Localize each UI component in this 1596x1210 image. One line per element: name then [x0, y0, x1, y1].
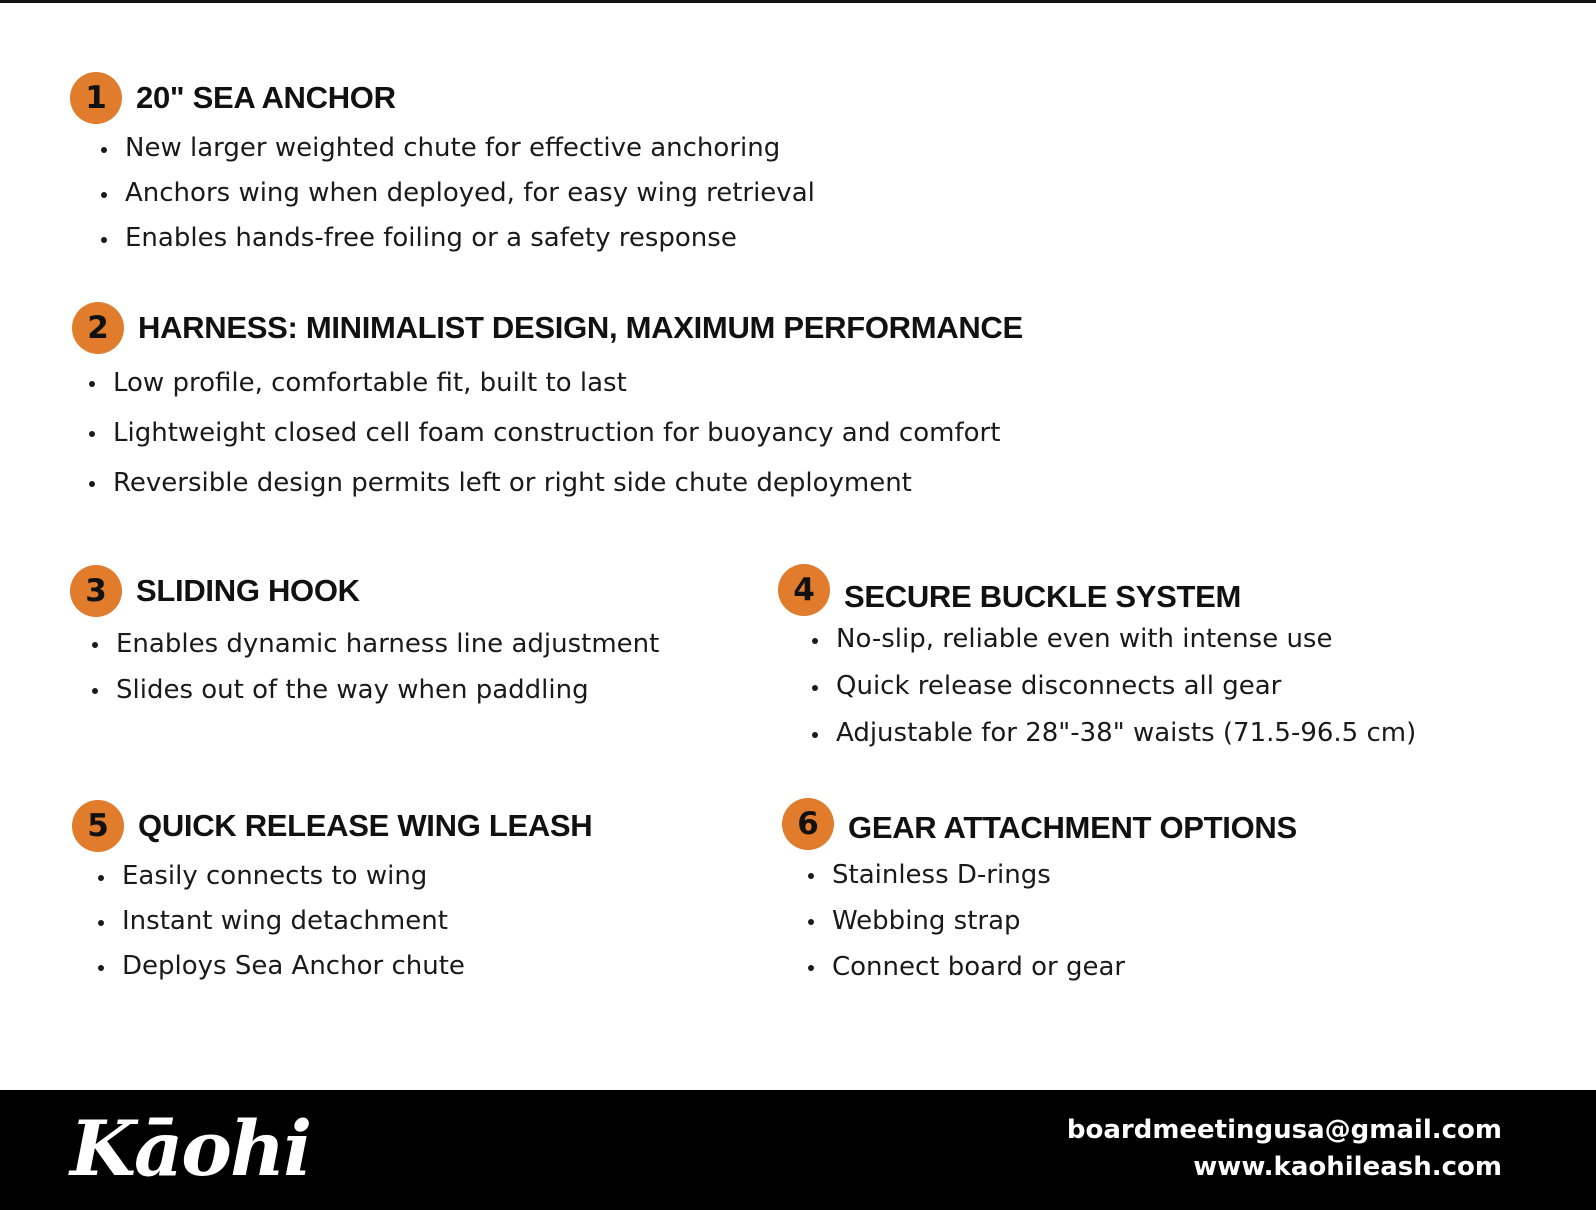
section-buckle-system	[778, 564, 1416, 757]
section-title: 20" SEA ANCHOR	[136, 80, 396, 115]
bullet-item: Adjustable for 28"-38" waists (71.5-96.5 cm)	[778, 710, 1416, 757]
section-number-badge: 4	[778, 564, 830, 616]
bullet-item: Reversible design permits left or right side chute deployment	[72, 458, 1023, 508]
section-title: SLIDING HOOK	[136, 573, 360, 608]
bullet-item: Stainless D-rings	[782, 852, 1297, 898]
bullet-item: New larger weighted chute for effective anchoring	[70, 126, 815, 171]
bullet-item: No-slip, reliable even with intense use	[778, 616, 1416, 663]
bullet-item: Enables hands-free foiling or a safety response	[70, 216, 815, 261]
bullet-item: Low profile, comfortable fit, built to last	[72, 358, 1023, 408]
bullet-item: Easily connects to wing	[72, 854, 592, 899]
bullet-item: Webbing strap	[782, 898, 1297, 944]
section-title: SECURE BUCKLE SYSTEM	[844, 579, 1242, 614]
section-wing-leash	[72, 800, 592, 989]
section-harness	[72, 302, 1023, 508]
contact-website[interactable]: www.kaohileash.com	[1193, 1152, 1502, 1182]
section-title: GEAR ATTACHMENT OPTIONS	[848, 810, 1297, 845]
footer-bar	[0, 1090, 1596, 1210]
section-number-badge: 1	[70, 72, 122, 124]
bullet-item: Slides out of the way when paddling	[70, 667, 659, 713]
section-title: HARNESS: MINIMALIST DESIGN, MAXIMUM PERFORMANCE	[138, 310, 1023, 345]
brand-logo: Kāohi	[70, 1104, 311, 1193]
bullet-item: Connect board or gear	[782, 944, 1297, 990]
top-border-line	[0, 0, 1596, 3]
contact-block	[1067, 1112, 1502, 1186]
section-sliding-hook	[70, 565, 659, 713]
section-title: QUICK RELEASE WING LEASH	[138, 808, 593, 843]
bullet-item: Quick release disconnects all gear	[778, 663, 1416, 710]
section-number-badge: 6	[782, 798, 834, 850]
section-gear-attachment	[782, 798, 1297, 990]
section-number-badge: 5	[72, 800, 124, 852]
bullet-item: Deploys Sea Anchor chute	[72, 944, 592, 989]
section-sea-anchor	[70, 72, 815, 261]
contact-email[interactable]: boardmeetingusa@gmail.com	[1066, 1115, 1502, 1145]
bullet-item: Enables dynamic harness line adjustment	[70, 621, 659, 667]
section-number-badge: 3	[70, 565, 122, 617]
section-number-badge: 2	[72, 302, 124, 354]
bullet-item: Anchors wing when deployed, for easy wing retrieval	[70, 171, 815, 216]
bullet-item: Lightweight closed cell foam construction for buoyancy and comfort	[72, 408, 1023, 458]
bullet-item: Instant wing detachment	[72, 899, 592, 944]
